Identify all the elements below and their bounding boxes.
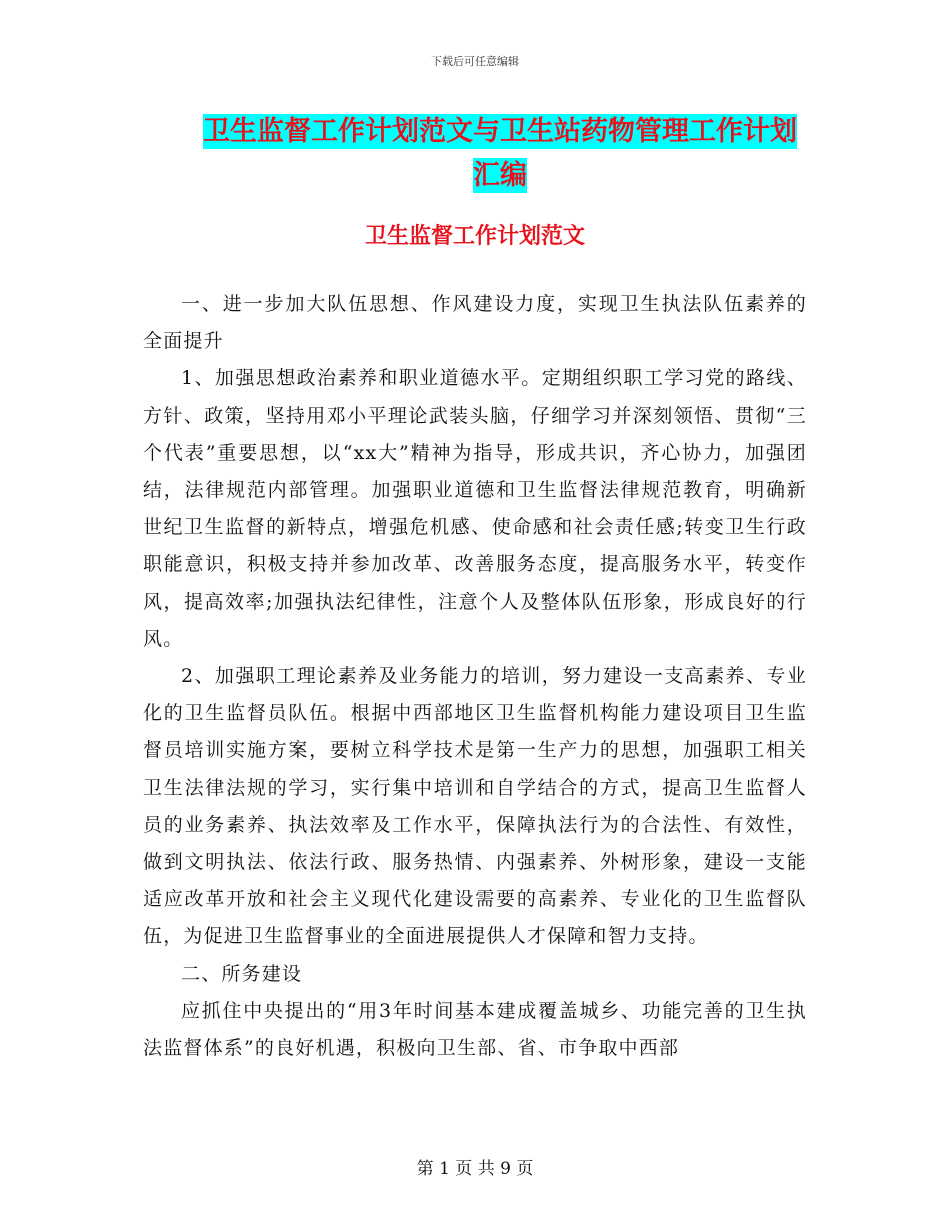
paragraph-heading-2: 二、所务建设 bbox=[181, 962, 303, 985]
page-number-footer: 第 1 页 共 9 页 bbox=[416, 1159, 534, 1179]
document-title bbox=[190, 110, 810, 198]
section-title: 卫生监督工作计划范文 bbox=[364, 224, 585, 249]
header-note: 下载后可任意编辑 bbox=[431, 55, 519, 68]
paragraph: 1、加强思想政治素养和职业道德水平。定期组织职工学习党的路线、方针、政策，坚持用邓小平理论武装头脑，仔细学习并深刻领悟、贯彻“三个代表”重要思想，以“xx大”精神为指导，形成共识，齐心协力，加强团结，法律规范内部管理。加强职业道德和卫生监督法律规范教育，明确新世纪卫生监督的新特点，增强危机感、使命感和社会责任感;转变卫生行政职能意识，积极支持并参加改革、改善服务态度，提高服务水平，转变作风，提高效率;加强执法纪律性，注意个人及整体队伍形象，形成良好的行风。 bbox=[143, 367, 807, 650]
paragraph-heading-1: 一、进一步加大队伍思想、作风建设力度，实现卫生执法队伍素养的全面提升 bbox=[143, 293, 807, 353]
document-body bbox=[143, 286, 807, 1067]
paragraph: 应抓住中央提出的“用3年时间基本建成覆盖城乡、功能完善的卫生执法监督体系”的良好机遇，积极向卫生部、省、市争取中西部 bbox=[143, 999, 807, 1060]
document-title-text: 卫生监督工作计划范文与卫生站药物管理工作计划汇编 bbox=[203, 116, 797, 191]
paragraph: 2、加强职工理论素养及业务能力的培训，努力建设一支高素养、专业化的卫生监督员队伍。根据中西部地区卫生监督机构能力建设项目卫生监督员培训实施方案，要树立科学技术是第一生产力的思想，加强职工相关卫生法律法规的学习，实行集中培训和自学结合的方式，提高卫生监督人员的业务素养、执法效率及工作水平，保障执法行为的合法性、有效性，做到文明执法、依法行政、服务热情、内强素养、外树形象，建设一支能适应改革开放和社会主义现代化建设需要的高素养、专业化的卫生监督队伍，为促进卫生监督事业的全面进展提供人才保障和智力支持。 bbox=[143, 665, 807, 948]
